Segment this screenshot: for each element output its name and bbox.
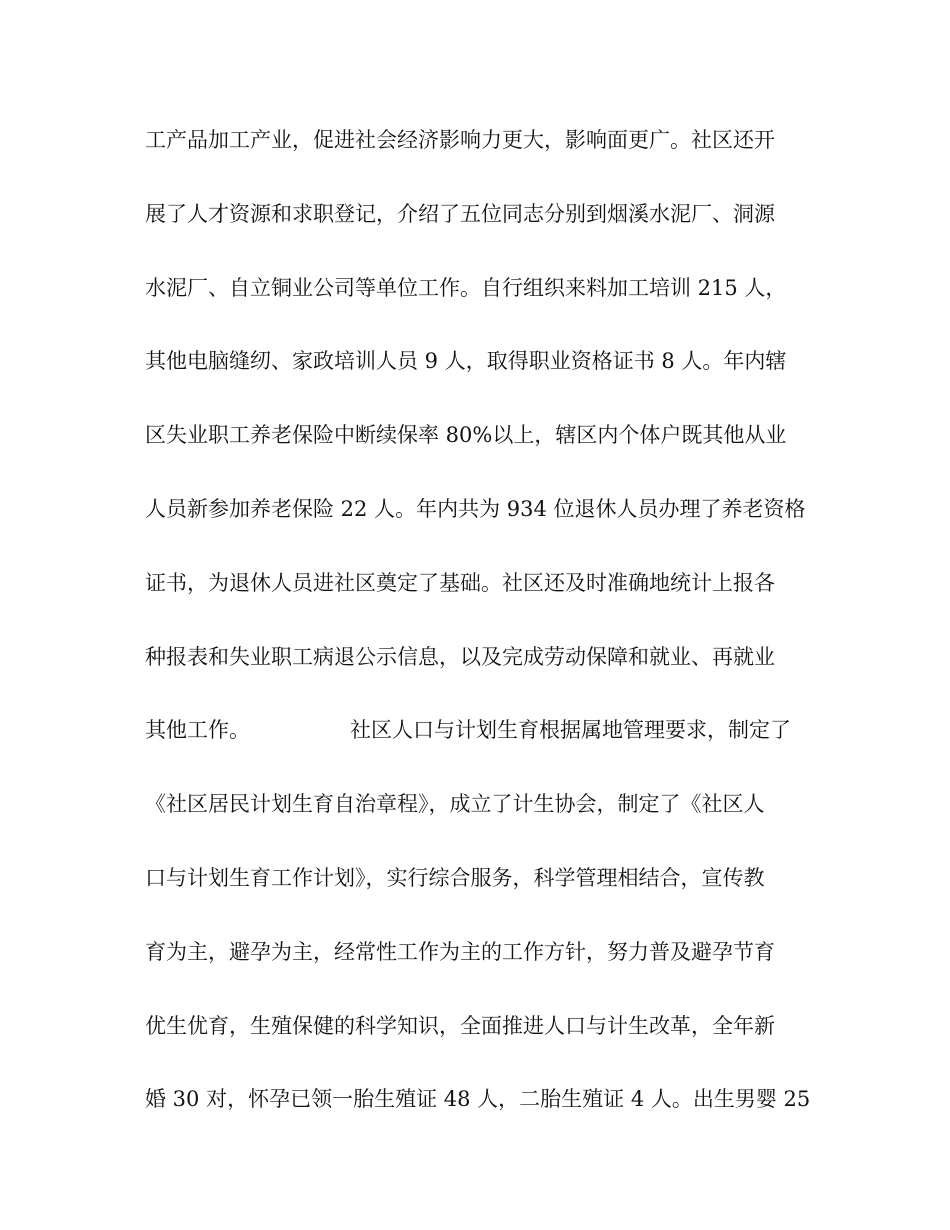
text-line-5: 区失业职工养老保险中断续保率 80%以上，辖区内个体户既其他从业 bbox=[145, 423, 787, 448]
text-line-13: 优生优育，生殖保健的科学知识，全面推进人口与计生改革，全年新 bbox=[145, 1013, 775, 1038]
text-line-9-part-1: 其他工作。 bbox=[145, 718, 250, 743]
text-line-10: 《社区居民计划生育自治章程》，成立了计生协会，制定了《社区人 bbox=[145, 792, 765, 817]
text-line-12: 育为主，避孕为主，经常性工作为主的工作方针，努力普及避孕节育 bbox=[145, 939, 775, 964]
text-line-11: 口与计划生育工作计划》，实行综合服务，科学管理相结合，宣传教 bbox=[145, 865, 765, 890]
text-line-6: 人员新参加养老保险 22 人。年内共为 934 位退休人员办理了养老资格 bbox=[145, 496, 806, 521]
text-line-9 bbox=[145, 708, 810, 782]
body-text bbox=[145, 118, 810, 1151]
text-line-1: 工产品加工产业，促进社会经济影响力更大，影响面更广。社区还开 bbox=[145, 128, 775, 152]
text-line-4: 其他电脑缝纫、家政培训人员 9 人，取得职业资格证书 8 人。年内辖 bbox=[145, 349, 787, 374]
text-line-8: 种报表和失业职工病退公示信息，以及完成劳动保障和就业、再就业 bbox=[145, 644, 775, 669]
text-line-7: 证书，为退休人员进社区奠定了基础。社区还及时准确地统计上报各 bbox=[145, 570, 775, 595]
text-line-9-part-2: 社区人口与计划生育根据属地管理要求，制定了 bbox=[350, 718, 791, 743]
text-line-3: 水泥厂、自立铜业公司等单位工作。自行组织来料加工培训 215 人， bbox=[145, 275, 787, 300]
text-line-2: 展了人才资源和求职登记，介绍了五位同志分别到烟溪水泥厂、洞源 bbox=[145, 201, 775, 226]
text-line-14: 婚 30 对，怀孕已领一胎生殖证 48 人，二胎生殖证 4 人。出生男婴 25 bbox=[145, 1087, 811, 1112]
